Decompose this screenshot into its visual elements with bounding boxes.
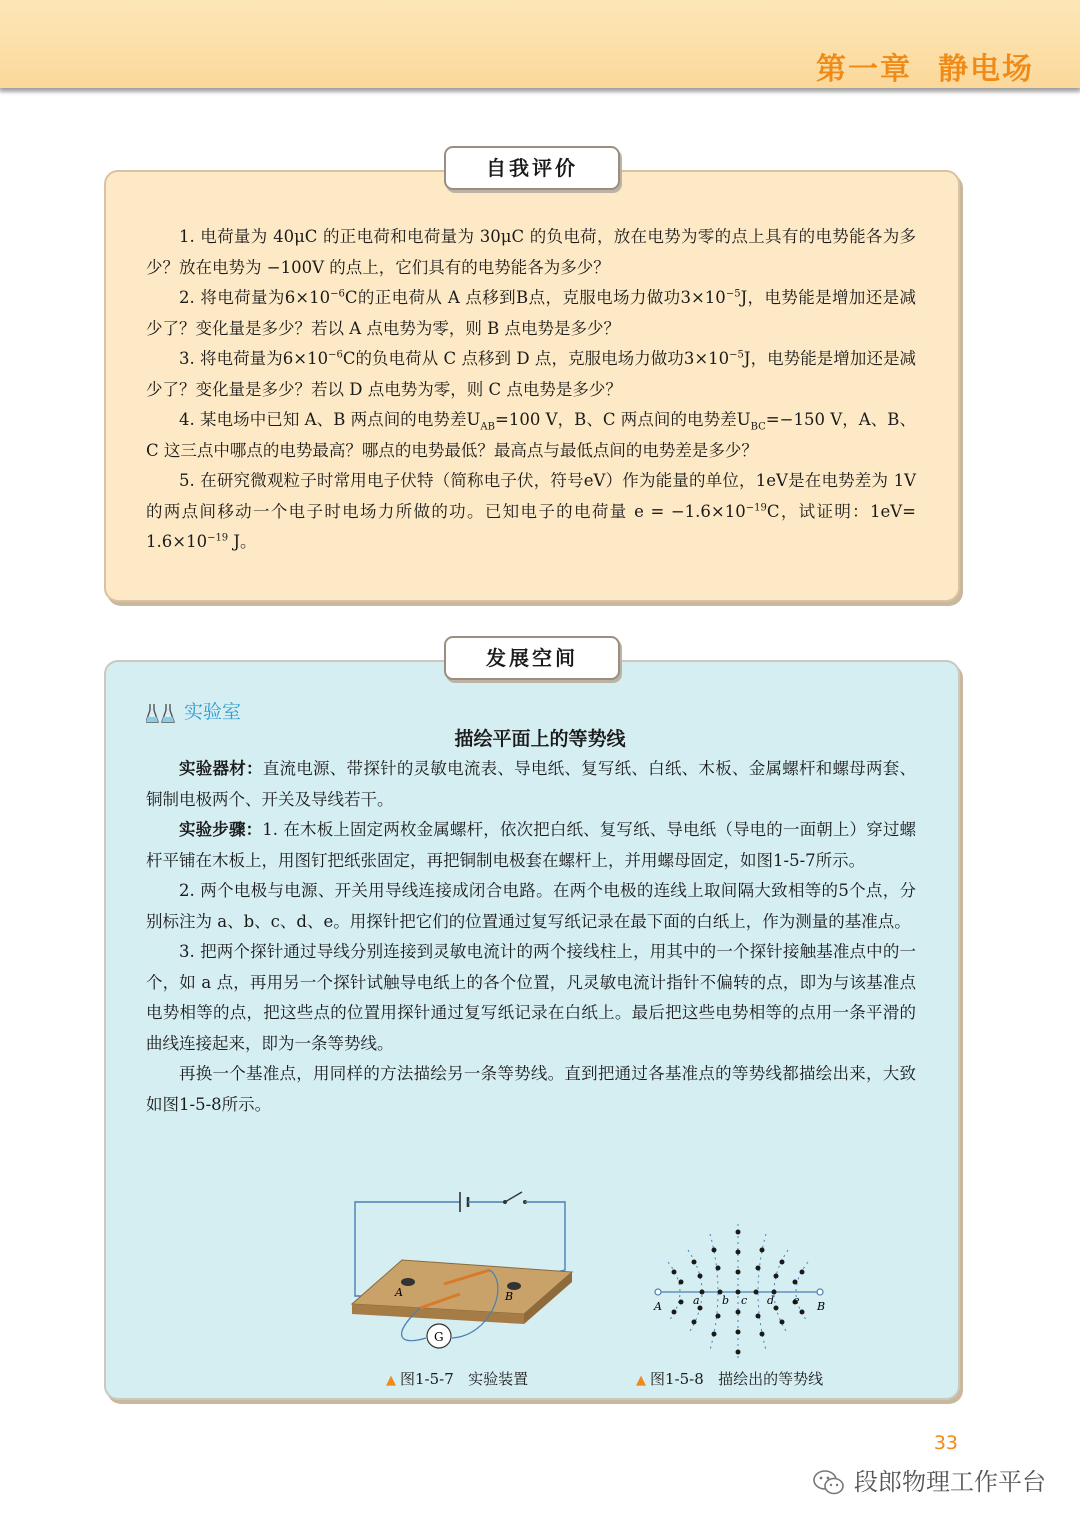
label-galvanometer: G [434, 1330, 444, 1344]
question-1: 1. 电荷量为 40μC 的正电荷和电荷量为 30μC 的负电荷，放在电势为零的点上具有的电势能各为多少？放在电势为 −100V 的点上，它们具有的电势能各为多少？ [146, 227, 916, 277]
question-3: 3. 将电荷量为$6\times 10^{-6}C$的负电荷从 C 点移到 D 点，克服电场力做功$3\times 10^{-5}J$，电势能是增加还是减少了？变化量是多少？若以 D 点电势为零，则 C 点电势是多少？ [146, 349, 916, 399]
figure-caption-2: ▲ 图1-5-8 描绘出的等势线 [636, 1370, 824, 1388]
wechat-icon [812, 1469, 846, 1497]
label-a-electrode: A [654, 1300, 662, 1313]
label-point-b: b [722, 1294, 730, 1307]
label-point-c: c [741, 1294, 748, 1307]
lab-label: 实验室 [146, 697, 241, 724]
dev-space-tab: 发展空间 [444, 636, 620, 680]
experiment-text [146, 754, 916, 1120]
question-2: 2. 将电荷量为$6\times 10^{-6}C$的正电荷从 A 点移到B点，克服电场力做功$3\times 10^{-5}J$，电势能是增加还是减少了？变化量是多少？若以 A 点电势为零，则 B 点电势是多少？ [146, 288, 916, 338]
self-eval-questions [146, 222, 916, 558]
steps-paragraph: 实验步骤：1. 在木板上固定两枚金属螺杆，依次把白纸、复写纸、导电纸（导电的一面朝上）穿过螺杆平铺在木板上，用图钉把纸张固定，再把铜制电极套在螺杆上，并用螺母固定，如图1-5-7所示。 [146, 820, 916, 870]
label-electrode-a: A [395, 1286, 403, 1299]
label-b-electrode: B [817, 1300, 826, 1313]
self-eval-tab: 自我评价 [444, 146, 620, 190]
question-4: 4. 某电场中已知 A、B 两点间的电势差$U_{AB}=100$ V，B、C 两点间的电势差$U_{BC}=-150$ V，A、B、C 这三点中哪点的电势最高？哪点的电势最低？最高点与最低点间的电势差是多少？ [146, 410, 916, 460]
step-3: 3. 把两个探针通过导线分别连接到灵敏电流计的两个接线柱上，用其中的一个探针接触基准点中的一个，如 a 点，再用另一个探针试触导电纸上的各个位置，凡灵敏电流计指针不偏转的点，即为与该基准点电势相等的点，把这些点的位置用探针通过复写纸记录在白纸上。最后把这些电势相等的点用一条平滑的曲线连接起来，即为一条等势线。 [146, 942, 916, 1053]
experiment-title: 描绘平面上的等势线 [454, 728, 626, 750]
chapter-title: 第一章 静电场 [816, 52, 1034, 87]
flask-icon [146, 702, 178, 724]
question-5: 5. 在研究微观粒子时常用电子伏特（简称电子伏，符号eV）作为能量的单位，1eV是在电势差为 1V 的两点间移动一个电子时电场力所做的功。已知电子的电荷量 $e = -1.6\times 10^{-19}C$，试证明：$1eV= 1.6\times 10^{-19}$ J。 [146, 471, 916, 551]
equipotential-figure [648, 1216, 838, 1362]
materials-paragraph: 实验器材：直流电源、带探针的灵敏电流表、导电纸、复写纸、白纸、木板、金属螺杆和螺母两套、铜制电极两个、开关及导线若干。 [146, 759, 917, 809]
step-4: 再换一个基准点，用同样的方法描绘另一条等势线。直到把通过各基准点的等势线都描绘出来，大致如图1-5-8所示。 [146, 1064, 916, 1114]
watermark: 段郎物理工作平台 [812, 1462, 1046, 1497]
label-electrode-b: B [505, 1290, 514, 1303]
label-point-d: d [767, 1294, 775, 1307]
page-number: 33 [933, 1432, 958, 1454]
label-point-e: e [793, 1294, 800, 1307]
figure-caption-1: ▲ 图1-5-7 实验装置 [386, 1370, 529, 1388]
step-2: 2. 两个电极与电源、开关用导线连接成闭合电路。在两个电极的连线上取间隔大致相等的5个点，分别标注为 a、b、c、d、e。用探针把它们的位置通过复写纸记录在最下面的白纸上，作为测量的基准点。 [146, 881, 916, 931]
label-point-a: a [693, 1294, 700, 1307]
apparatus-figure [340, 1186, 590, 1358]
